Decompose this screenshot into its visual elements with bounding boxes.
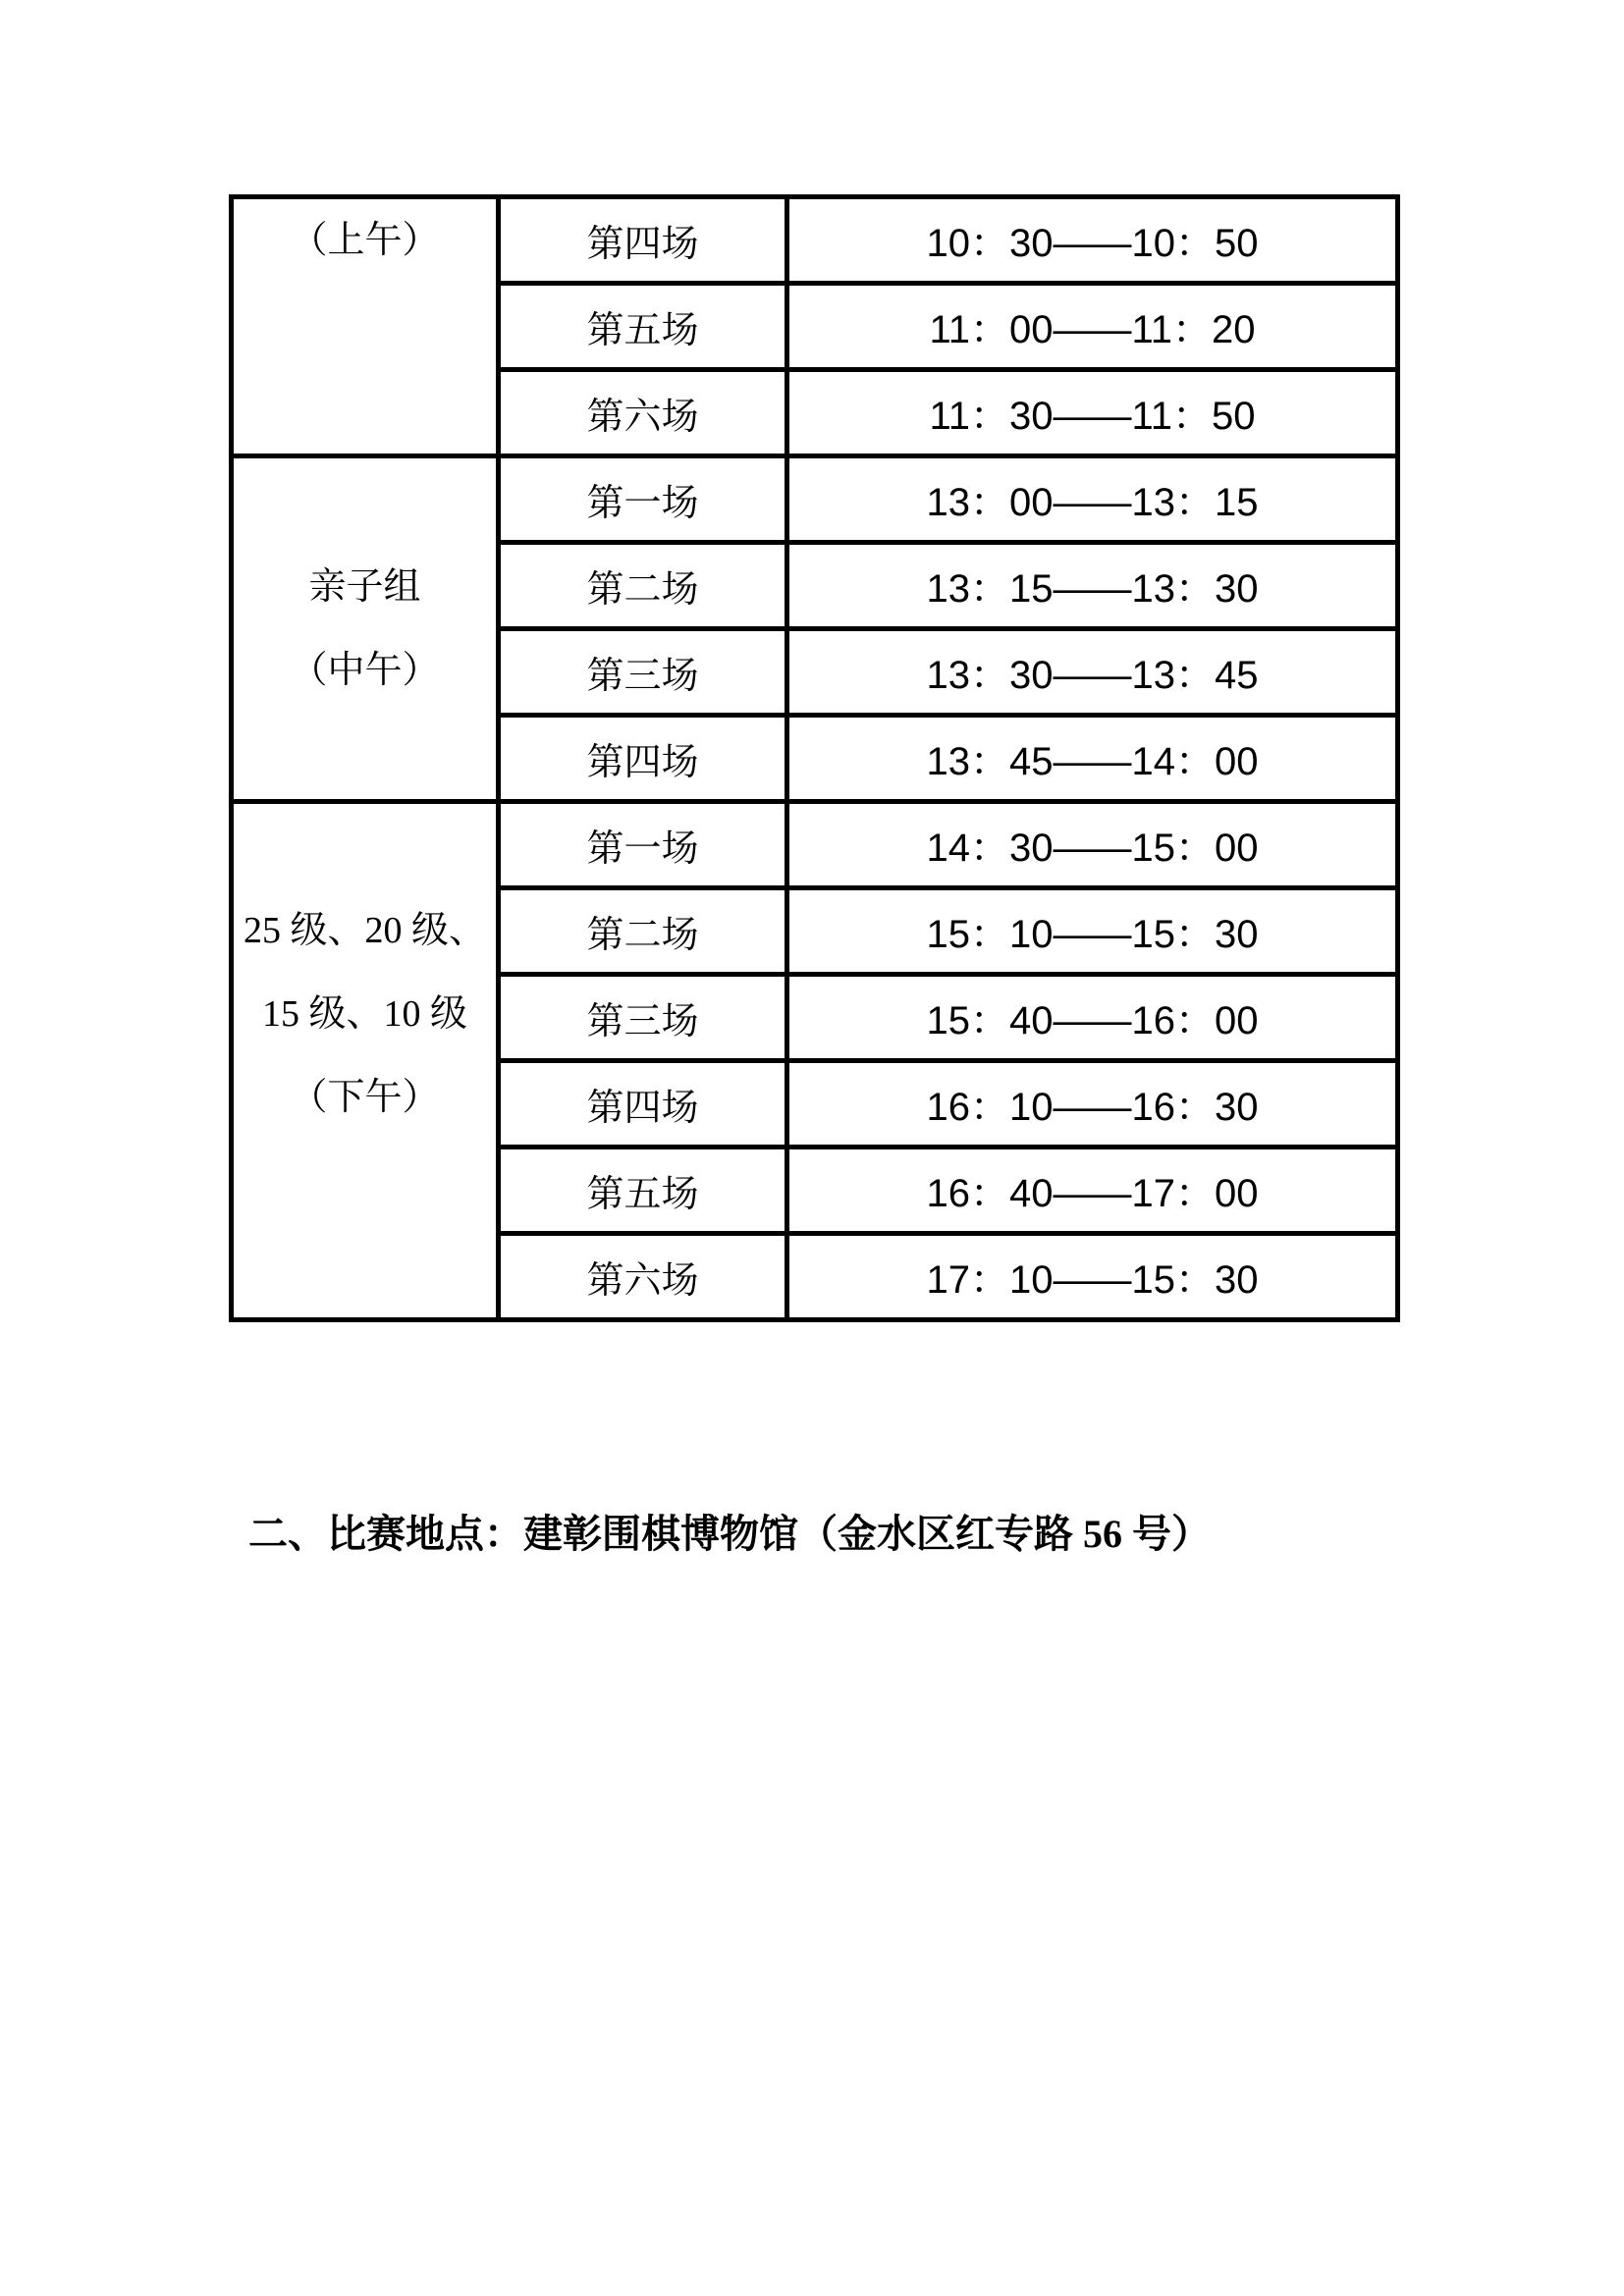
group-label (234, 889, 496, 1140)
session-cell: 第五场 (499, 1148, 787, 1234)
time-cell: 14：30——15：00 (787, 802, 1398, 888)
session-cell: 第六场 (499, 370, 787, 456)
group-label-line: 15 级、10 级 (261, 993, 467, 1035)
venue-heading: 二、比赛地点：建彰围棋博物馆（金水区红专路 56 号） (248, 1512, 1211, 1556)
group-label-line: 25 级、20 级、 (243, 910, 486, 951)
schedule-table-body (232, 197, 1398, 1320)
group-label-line: 亲子组 (308, 565, 421, 608)
session-cell: 第五场 (499, 284, 787, 370)
time-cell: 10：30——10：50 (787, 197, 1398, 284)
session-cell: 第六场 (499, 1234, 787, 1320)
session-cell: 第三场 (499, 975, 787, 1061)
time-cell: 11：00——11：20 (787, 284, 1398, 370)
session-cell: 第三场 (499, 629, 787, 716)
table-row (232, 197, 1398, 284)
group-label-line: （下午） (290, 1077, 440, 1118)
group-label-cell (232, 197, 499, 456)
time-cell: 16：40——17：00 (787, 1148, 1398, 1234)
time-cell: 15：10——15：30 (787, 888, 1398, 975)
session-cell: 第四场 (499, 197, 787, 284)
session-cell: 第四场 (499, 1061, 787, 1148)
time-cell: 13：30——13：45 (787, 629, 1398, 716)
group-label (234, 546, 496, 713)
group-label-cell (232, 802, 499, 1320)
time-cell: 11：30——11：50 (787, 370, 1398, 456)
schedule-table (229, 194, 1400, 1322)
session-cell: 第二场 (499, 888, 787, 975)
time-cell: 17：10——15：30 (787, 1234, 1398, 1320)
group-label-line: （中午） (290, 649, 440, 691)
time-cell: 15：40——16：00 (787, 975, 1398, 1061)
table-row (232, 802, 1398, 888)
group-label-cell (232, 456, 499, 802)
group-label (234, 199, 496, 282)
time-cell: 16：10——16：30 (787, 1061, 1398, 1148)
session-cell: 第四场 (499, 716, 787, 802)
time-cell: 13：45——14：00 (787, 716, 1398, 802)
group-label-line: （上午） (290, 220, 440, 261)
session-cell: 第一场 (499, 802, 787, 888)
time-cell: 13：00——13：15 (787, 456, 1398, 543)
session-cell: 第一场 (499, 456, 787, 543)
time-cell: 13：15——13：30 (787, 543, 1398, 629)
table-row (232, 456, 1398, 543)
session-cell: 第二场 (499, 543, 787, 629)
